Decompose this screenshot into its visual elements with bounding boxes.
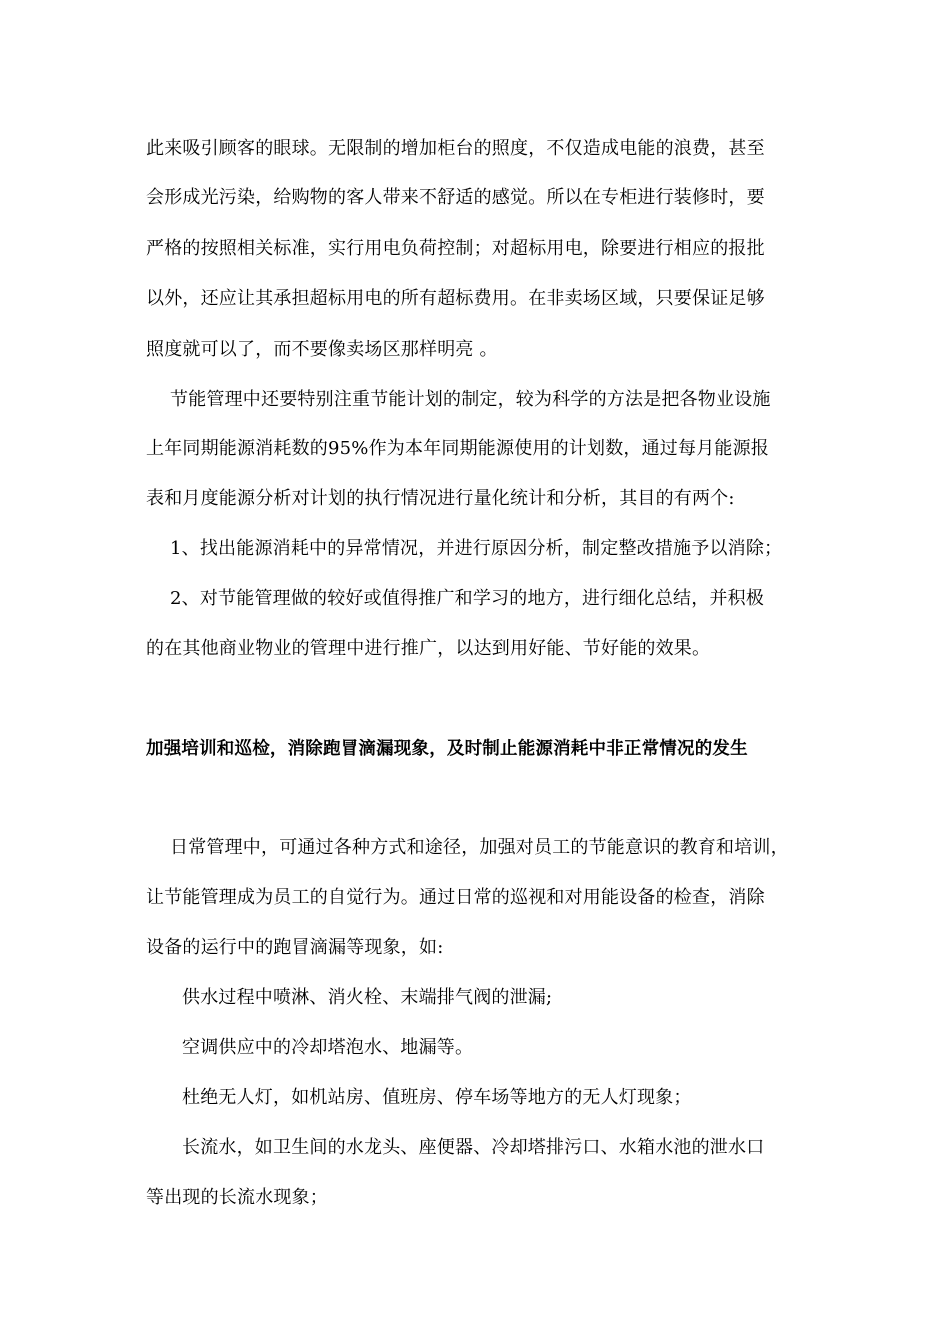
- list-2-item-1: 供水过程中喷淋、消火栓、末端排气阀的泄漏;: [182, 987, 553, 1008]
- list-1-item-2-line-1: 2、对节能管理做的较好或值得推广和学习的地方，进行细化总结，并积极: [170, 588, 765, 609]
- list-2-item-4-line-2: 等出现的长流水现象；: [146, 1187, 328, 1208]
- paragraph-1-line-5: 照度就可以了，而不要像卖场区那样明亮 。: [146, 339, 498, 360]
- paragraph-2-line-3: 表和月度能源分析对计划的执行情况进行量化统计和分析，其目的有两个:: [146, 488, 735, 509]
- paragraph-3-line-2: 让节能管理成为员工的自觉行为。通过日常的巡视和对用能设备的检查，消除: [146, 887, 765, 908]
- paragraph-2-line-2: 上年同期能源消耗数的95%作为本年同期能源使用的计划数，通过每月能源报: [146, 438, 770, 459]
- section-heading: 加强培训和巡检，消除跑冒滴漏现象，及时制止能源消耗中非正常情况的发生: [146, 739, 748, 759]
- paragraph-1-line-1: 此来吸引顾客的眼球。无限制的增加柜台的照度，不仅造成电能的浪费，甚至: [146, 138, 765, 159]
- list-1-item-1: 1、找出能源消耗中的异常情况，并进行原因分析，制定整改措施予以消除；: [170, 538, 783, 559]
- paragraph-1-line-3: 严格的按照相关标准，实行用电负荷控制；对超标用电，除要进行相应的报批: [146, 238, 765, 259]
- paragraph-1-line-4: 以外，还应让其承担超标用电的所有超标费用。在非卖场区域，只要保证足够: [146, 288, 765, 309]
- paragraph-1-line-2: 会形成光污染，给购物的客人带来不舒适的感觉。所以在专柜进行装修时，要: [146, 187, 765, 208]
- paragraph-3-line-3: 设备的运行中的跑冒滴漏等现象，如:: [146, 937, 444, 958]
- list-2-item-2: 空调供应中的冷却塔泡水、地漏等。: [182, 1037, 474, 1058]
- list-1-item-2-line-2: 的在其他商业物业的管理中进行推广，以达到用好能、节好能的效果。: [146, 638, 711, 659]
- paragraph-2-line-1: 节能管理中还要特别注重节能计划的制定，较为科学的方法是把各物业设施: [170, 389, 771, 410]
- list-2-item-4-line-1: 长流水，如卫生间的水龙头、座便器、冷却塔排污口、水箱水池的泄水口: [182, 1137, 765, 1158]
- paragraph-3-line-1: 日常管理中，可通过各种方式和途径，加强对员工的节能意识的教育和培训，: [170, 837, 789, 858]
- list-2-item-3: 杜绝无人灯，如机站房、值班房、停车场等地方的无人灯现象；: [182, 1087, 692, 1108]
